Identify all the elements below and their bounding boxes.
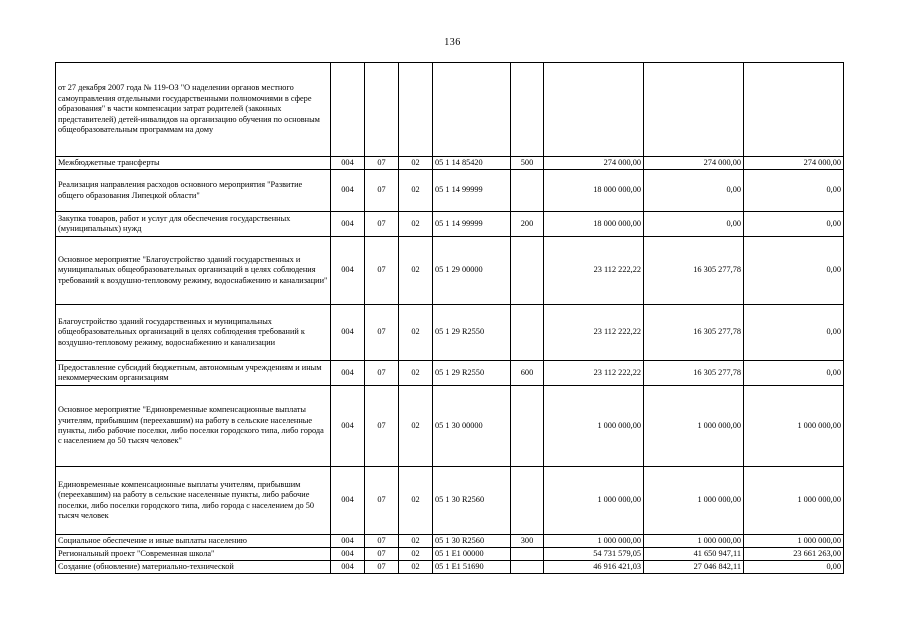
expense-type-cell bbox=[511, 305, 544, 361]
row-name-cell: Предоставление субсидий бюджетным, автономным учреждениям и иным некоммерческим организациям bbox=[56, 361, 331, 386]
amount-year1-cell: 23 112 222,22 bbox=[544, 237, 644, 305]
amount-year3-cell: 0,00 bbox=[744, 305, 844, 361]
row-name-cell: от 27 декабря 2007 года № 119-ОЗ "О наделении органов местного самоуправления отдельными государственными полномочиями в сфере образования" в части компенсации затрат родителей (законных представителей) детей-инвалидов на организацию обучения по основным общеобразовательным программам на дому bbox=[56, 63, 331, 157]
subsection-cell: 02 bbox=[399, 305, 433, 361]
section-cell: 07 bbox=[365, 157, 399, 170]
expense-type-cell: 500 bbox=[511, 157, 544, 170]
grbs-cell: 004 bbox=[331, 467, 365, 535]
page-number: 136 bbox=[444, 37, 461, 48]
budget-table bbox=[55, 62, 844, 574]
row-name-cell: Закупка товаров, работ и услуг для обеспечения государственных (муниципальных) нужд bbox=[56, 212, 331, 237]
row-name-cell: Реализация направления расходов основного мероприятия "Развитие общего образования Липецкой области" bbox=[56, 170, 331, 212]
table-row bbox=[56, 467, 844, 535]
table-row bbox=[56, 157, 844, 170]
row-name-cell: Создание (обновление) материально-технической bbox=[56, 561, 331, 574]
section-cell bbox=[365, 63, 399, 157]
grbs-cell: 004 bbox=[331, 305, 365, 361]
amount-year3-cell: 1 000 000,00 bbox=[744, 386, 844, 467]
section-cell: 07 bbox=[365, 535, 399, 548]
amount-year3-cell: 1 000 000,00 bbox=[744, 535, 844, 548]
amount-year1-cell: 54 731 579,05 bbox=[544, 548, 644, 561]
amount-year2-cell: 274 000,00 bbox=[644, 157, 744, 170]
target-article-cell: 05 1 29 00000 bbox=[433, 237, 511, 305]
expense-type-cell bbox=[511, 237, 544, 305]
target-article-cell: 05 1 30 00000 bbox=[433, 386, 511, 467]
amount-year3-cell: 1 000 000,00 bbox=[744, 467, 844, 535]
subsection-cell: 02 bbox=[399, 157, 433, 170]
amount-year3-cell: 0,00 bbox=[744, 561, 844, 574]
section-cell: 07 bbox=[365, 170, 399, 212]
amount-year2-cell: 41 650 947,11 bbox=[644, 548, 744, 561]
amount-year1-cell bbox=[544, 63, 644, 157]
subsection-cell: 02 bbox=[399, 467, 433, 535]
amount-year2-cell: 1 000 000,00 bbox=[644, 386, 744, 467]
section-cell: 07 bbox=[365, 305, 399, 361]
section-cell: 07 bbox=[365, 237, 399, 305]
table-row bbox=[56, 386, 844, 467]
target-article-cell: 05 1 14 85420 bbox=[433, 157, 511, 170]
amount-year1-cell: 18 000 000,00 bbox=[544, 212, 644, 237]
row-name-cell: Благоустройство зданий государственных и муниципальных общеобразовательных организаций в целях соблюдения требований к воздушно-тепловому режиму, водоснабжению и канализации bbox=[56, 305, 331, 361]
expense-type-cell: 300 bbox=[511, 535, 544, 548]
table-row bbox=[56, 212, 844, 237]
subsection-cell: 02 bbox=[399, 170, 433, 212]
target-article-cell: 05 1 29 R2550 bbox=[433, 361, 511, 386]
amount-year2-cell: 16 305 277,78 bbox=[644, 237, 744, 305]
amount-year3-cell: 0,00 bbox=[744, 361, 844, 386]
section-cell: 07 bbox=[365, 212, 399, 237]
section-cell: 07 bbox=[365, 386, 399, 467]
table-row bbox=[56, 561, 844, 574]
expense-type-cell bbox=[511, 63, 544, 157]
table-row bbox=[56, 63, 844, 157]
target-article-cell: 05 1 30 R2560 bbox=[433, 467, 511, 535]
subsection-cell: 02 bbox=[399, 548, 433, 561]
amount-year3-cell: 0,00 bbox=[744, 212, 844, 237]
grbs-cell bbox=[331, 63, 365, 157]
subsection-cell: 02 bbox=[399, 561, 433, 574]
target-article-cell: 05 1 30 R2560 bbox=[433, 535, 511, 548]
subsection-cell: 02 bbox=[399, 237, 433, 305]
amount-year3-cell: 0,00 bbox=[744, 170, 844, 212]
table-row bbox=[56, 548, 844, 561]
amount-year1-cell: 18 000 000,00 bbox=[544, 170, 644, 212]
expense-type-cell: 600 bbox=[511, 361, 544, 386]
amount-year3-cell: 0,00 bbox=[744, 237, 844, 305]
amount-year3-cell bbox=[744, 63, 844, 157]
target-article-cell: 05 1 29 R2550 bbox=[433, 305, 511, 361]
amount-year3-cell: 274 000,00 bbox=[744, 157, 844, 170]
grbs-cell: 004 bbox=[331, 237, 365, 305]
target-article-cell: 05 1 E1 00000 bbox=[433, 548, 511, 561]
expense-type-cell bbox=[511, 548, 544, 561]
expense-type-cell bbox=[511, 386, 544, 467]
amount-year1-cell: 23 112 222,22 bbox=[544, 305, 644, 361]
target-article-cell: 05 1 14 99999 bbox=[433, 212, 511, 237]
expense-type-cell: 200 bbox=[511, 212, 544, 237]
grbs-cell: 004 bbox=[331, 361, 365, 386]
amount-year1-cell: 1 000 000,00 bbox=[544, 535, 644, 548]
subsection-cell bbox=[399, 63, 433, 157]
section-cell: 07 bbox=[365, 467, 399, 535]
grbs-cell: 004 bbox=[331, 170, 365, 212]
subsection-cell: 02 bbox=[399, 212, 433, 237]
grbs-cell: 004 bbox=[331, 386, 365, 467]
amount-year2-cell: 27 046 842,11 bbox=[644, 561, 744, 574]
amount-year2-cell: 16 305 277,78 bbox=[644, 361, 744, 386]
target-article-cell: 05 1 14 99999 bbox=[433, 170, 511, 212]
grbs-cell: 004 bbox=[331, 535, 365, 548]
amount-year2-cell: 1 000 000,00 bbox=[644, 467, 744, 535]
section-cell: 07 bbox=[365, 361, 399, 386]
row-name-cell: Межбюджетные трансферты bbox=[56, 157, 331, 170]
grbs-cell: 004 bbox=[331, 561, 365, 574]
row-name-cell: Единовременные компенсационные выплаты учителям, прибывшим (переехавшим) на работу в сельские населенные пункты, либо рабочие поселки, либо поселки городского типа, либо города с населением до 50 тысяч человек bbox=[56, 467, 331, 535]
table-row bbox=[56, 237, 844, 305]
amount-year3-cell: 23 661 263,00 bbox=[744, 548, 844, 561]
target-article-cell: 05 1 E1 51690 bbox=[433, 561, 511, 574]
amount-year1-cell: 1 000 000,00 bbox=[544, 467, 644, 535]
amount-year2-cell: 1 000 000,00 bbox=[644, 535, 744, 548]
amount-year1-cell: 23 112 222,22 bbox=[544, 361, 644, 386]
section-cell: 07 bbox=[365, 561, 399, 574]
section-cell: 07 bbox=[365, 548, 399, 561]
table-row bbox=[56, 305, 844, 361]
amount-year1-cell: 46 916 421,03 bbox=[544, 561, 644, 574]
amount-year2-cell: 0,00 bbox=[644, 212, 744, 237]
table-row bbox=[56, 361, 844, 386]
target-article-cell bbox=[433, 63, 511, 157]
amount-year1-cell: 274 000,00 bbox=[544, 157, 644, 170]
expense-type-cell bbox=[511, 170, 544, 212]
table-row bbox=[56, 535, 844, 548]
row-name-cell: Основное мероприятие "Единовременные компенсационные выплаты учителям, прибывшим (переехавшим) на работу в сельские населенные пункты, либо рабочие поселки, либо поселки городского типа, либо города с населением до 50 тысяч человек" bbox=[56, 386, 331, 467]
grbs-cell: 004 bbox=[331, 157, 365, 170]
row-name-cell: Социальное обеспечение и иные выплаты населению bbox=[56, 535, 331, 548]
subsection-cell: 02 bbox=[399, 535, 433, 548]
row-name-cell: Основное мероприятие "Благоустройство зданий государственных и муниципальных общеобразовательных организаций в целях соблюдения требований к воздушно-тепловому режиму, водоснабжению и канализации" bbox=[56, 237, 331, 305]
subsection-cell: 02 bbox=[399, 386, 433, 467]
grbs-cell: 004 bbox=[331, 212, 365, 237]
expense-type-cell bbox=[511, 561, 544, 574]
grbs-cell: 004 bbox=[331, 548, 365, 561]
amount-year2-cell bbox=[644, 63, 744, 157]
amount-year2-cell: 16 305 277,78 bbox=[644, 305, 744, 361]
amount-year2-cell: 0,00 bbox=[644, 170, 744, 212]
amount-year1-cell: 1 000 000,00 bbox=[544, 386, 644, 467]
row-name-cell: Региональный проект "Современная школа" bbox=[56, 548, 331, 561]
expense-type-cell bbox=[511, 467, 544, 535]
subsection-cell: 02 bbox=[399, 361, 433, 386]
table-row bbox=[56, 170, 844, 212]
